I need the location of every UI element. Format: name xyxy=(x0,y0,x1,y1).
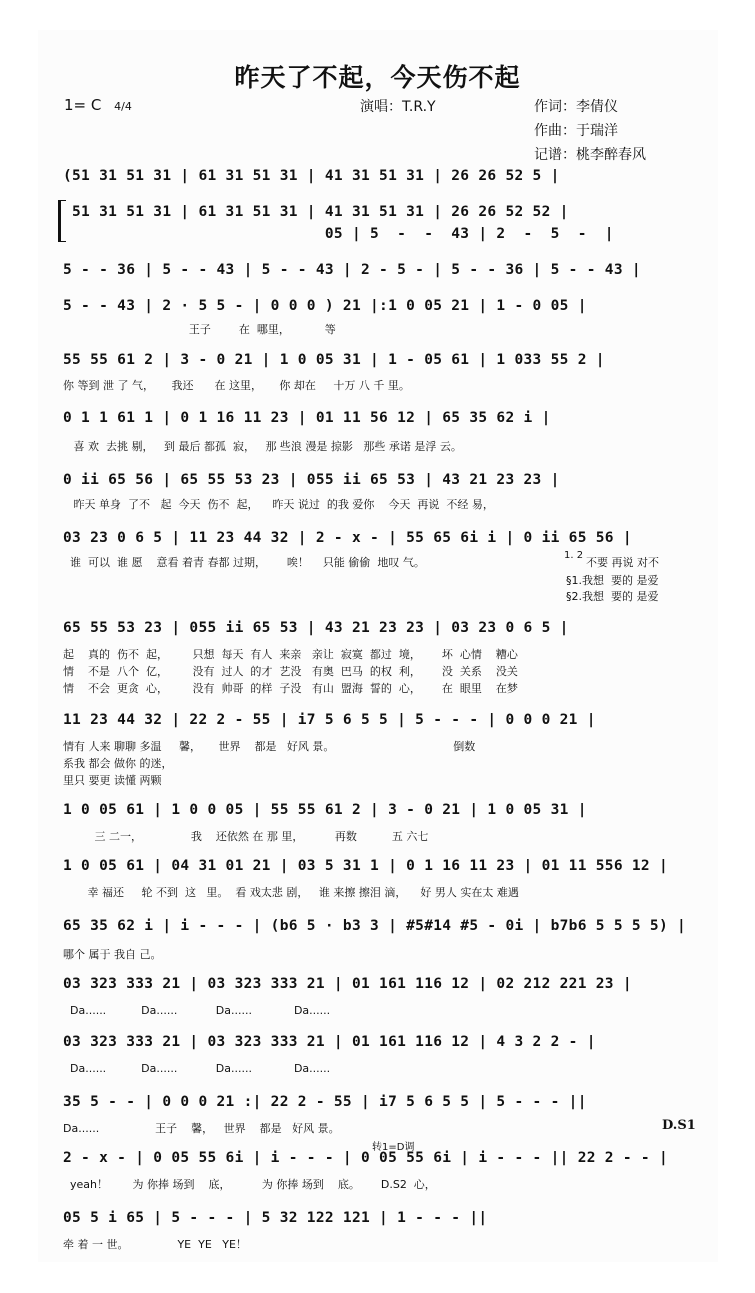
lyrics-row-18: 牵 着 一 世。 YE YE YE！ xyxy=(63,1238,247,1251)
lyricist-credit: 作词：李倩仪 xyxy=(534,99,618,115)
score-row-2a: 51 31 51 31 | 61 31 51 31 | 41 31 51 31 | 26 26 52 52 | xyxy=(63,204,569,220)
composer-credit: 作曲：于瑞洋 xyxy=(534,123,618,139)
score-row-17: 2 - x - | 0 05 55 6i | i - - - | 0 05 55 6i | i - - - || 22 2 - - | xyxy=(63,1150,668,1166)
volta-1-2: 1. 2 xyxy=(564,550,584,561)
score-row-15: 03 323 333 21 | 03 323 333 21 | 01 161 116 12 | 4 3 2 2 - | xyxy=(63,1034,596,1050)
lyrics-row-12: 幸 福还 轮 不到 这 里。 看 戏太悲 剧， 谁 来擦 擦泪 滴， 好 男人 实在太 难遇 xyxy=(63,886,519,899)
score-row-16: 35 5 - - | 0 0 0 21 :| 22 2 - 55 | i7 5 6 5 5 | 5 - - - || xyxy=(63,1094,587,1110)
lyrics-row-7: 昨天 单身 了不 起 今天 伤不 起， 昨天 说过 的我 爱你 今天 再说 不经 易， xyxy=(63,498,494,511)
singer-credit: 演唱：T.R.Y xyxy=(360,99,436,115)
song-title: 昨天了不起，今天伤不起 xyxy=(234,63,521,92)
lyrics-row-8: 谁 可以 谁 愿 意看 着青 春都 过期， 唉！ 只能 偷偷 地叹 气。 xyxy=(63,556,425,569)
lyrics-row-4: 王子 在 哪里， 等 xyxy=(63,323,336,336)
score-row-4: 5 - - 43 | 2 · 5 5 - | 0 0 0 ) 21 |:1 0 05 21 | 1 - 0 05 | xyxy=(63,298,587,314)
score-row-3: 5 - - 36 | 5 - - 43 | 5 - - 43 | 2 - 5 - | 5 - - 36 | 5 - - 43 | xyxy=(63,262,641,278)
lyrics-row-14: Da...... Da...... Da...... Da...... xyxy=(63,1004,331,1017)
key-change-marker: 转1=D调 xyxy=(372,1142,415,1153)
lyrics-row-11: 三 二一， 我 还依然 在 那 里， 再数 五 六七 xyxy=(63,830,429,843)
time-signature: 4/4 xyxy=(114,100,132,113)
lyrics-row-16: Da...... 王子 馨， 世界 都是 好风 景。 xyxy=(63,1122,340,1135)
lyrics-row-8-ending: 不要 再说 对不 xyxy=(586,556,659,569)
score-row-6: 0 1 1 61 1 | 0 1 16 11 23 | 01 11 56 12 | 65 35 62 i | xyxy=(63,410,551,426)
lyrics-row-15: Da...... Da...... Da...... Da...... xyxy=(63,1062,331,1075)
ds1-marker: D.S1 xyxy=(662,1118,696,1133)
score-row-8: 03 23 0 6 5 | 11 23 44 32 | 2 - x - | 55 65 6i i | 0 ii 65 56 | xyxy=(63,530,632,546)
lyrics-row-13: 哪个 属于 我自 己。 xyxy=(63,948,162,961)
lyrics-row-5: 你 等到 泄 了 气， 我还 在 这里， 你 却在 十万 八 千 里。 xyxy=(63,379,410,392)
lyrics-row-10c: 里只 要更 读懂 两颗 xyxy=(63,774,162,787)
key-label: 1= C xyxy=(64,96,102,114)
lyrics-row-6: 喜 欢 去挑 剔， 到 最后 都孤 寂， 那 些浪 漫是 掠影 那些 承诺 是浮 云。 xyxy=(63,440,462,453)
lyrics-row-8-segno-2: §2.我想 要的 是爱 xyxy=(566,590,659,603)
score-row-10: 11 23 44 32 | 22 2 - 55 | i7 5 6 5 5 | 5 - - - | 0 0 0 21 | xyxy=(63,712,596,728)
score-row-2b: 05 | 5 - - 43 | 2 - 5 - | xyxy=(63,226,614,242)
score-row-14: 03 323 333 21 | 03 323 333 21 | 01 161 116 12 | 02 212 221 23 | xyxy=(63,976,632,992)
score-row-11: 1 0 05 61 | 1 0 0 05 | 55 55 61 2 | 3 - 0 21 | 1 0 05 31 | xyxy=(63,802,587,818)
lyrics-row-9a: 起 真的 伤不 起， 只想 每天 有人 来亲 亲让 寂寞 都过 境， 坏 心情 糟心 xyxy=(63,648,518,661)
score-row-13: 65 35 62 i | i - - - | (b6 5 · b3 3 | #5#14 #5 - 0i | b7b6 5 5 5 5) | xyxy=(63,918,687,934)
lyrics-row-10b: 系我 都会 做你 的迷， xyxy=(63,757,173,770)
score-row-12: 1 0 05 61 | 04 31 01 21 | 03 5 31 1 | 0 1 16 11 23 | 01 11 556 12 | xyxy=(63,858,668,874)
lyrics-row-17: yeah！ 为 你捧 场到 底， 为 你捧 场到 底。 D.S2 心， xyxy=(63,1178,436,1191)
score-row-9: 65 55 53 23 | 055 ii 65 53 | 43 21 23 23 | 03 23 0 6 5 | xyxy=(63,620,569,636)
lyrics-row-10a: 情有 人来 聊聊 多温 馨， 世界 都是 好风 景。 倒数 xyxy=(63,740,476,753)
score-row-5: 55 55 61 2 | 3 - 0 21 | 1 0 05 31 | 1 - 05 61 | 1 033 55 2 | xyxy=(63,352,605,368)
score-row-7: 0 ii 65 56 | 65 55 53 23 | 055 ii 65 53 | 43 21 23 23 | xyxy=(63,472,560,488)
key-signature xyxy=(64,96,132,114)
transcriber-credit: 记谱：桃李醉春风 xyxy=(534,147,646,163)
lyrics-row-9c: 情 不会 更贪 心， 没有 帅哥 的样 子没 有山 盟海 誓的 心， 在 眼里 在梦 xyxy=(63,682,518,695)
score-row-1: (51 31 51 31 | 61 31 51 31 | 41 31 51 31 | 26 26 52 5 | xyxy=(63,168,560,184)
score-row-18: 05 5 i 65 | 5 - - - | 5 32 122 121 | 1 - - - || xyxy=(63,1210,488,1226)
lyrics-row-8-segno-1: §1.我想 要的 是爱 xyxy=(566,574,659,587)
lyrics-row-9b: 情 不是 八个 亿， 没有 过人 的才 艺没 有奥 巴马 的权 利， 没 关系 没关 xyxy=(63,665,518,678)
